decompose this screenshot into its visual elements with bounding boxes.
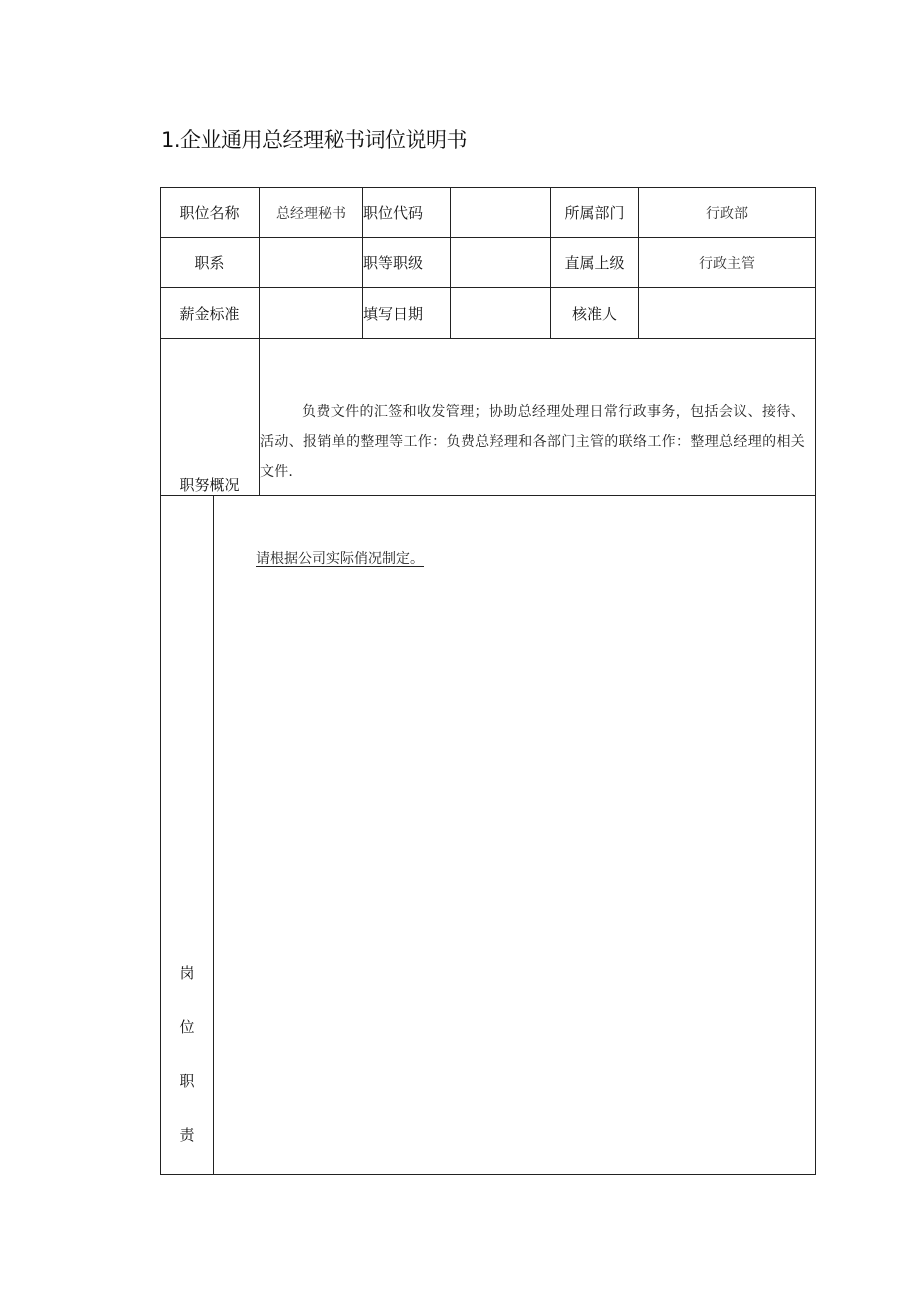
job-family-value xyxy=(260,238,362,287)
document-title: 1.企业通用总经理秘书词位说明书 xyxy=(161,128,468,152)
responsibility-label-char-2: 位 xyxy=(179,1018,195,1036)
col-divider-resp xyxy=(213,495,214,1175)
supervisor-label: 直属上级 xyxy=(564,254,625,272)
position-name-label: 职位名称 xyxy=(179,204,240,222)
duty-overview-text: 负费文件的汇签和收发管理；协助总经理处理日常行政事务，包括会议、接待、活动、报销单的整理等工作：负费总羟理和各部门主管的联络工作：整理总经理的相关文件. xyxy=(260,404,805,480)
position-code-value xyxy=(451,188,550,237)
fill-date-label: 填写日期 xyxy=(363,304,424,323)
approver-label: 核准人 xyxy=(571,304,617,323)
department-label: 所属部门 xyxy=(564,204,625,222)
job-family-label: 职系 xyxy=(194,254,225,272)
duty-overview-label: 职努概况 xyxy=(179,475,240,494)
position-code-label: 职位代码 xyxy=(363,204,424,222)
position-name-value: 总经理秘书 xyxy=(276,206,346,222)
supervisor-value: 行政主管 xyxy=(699,256,755,272)
fill-date-value xyxy=(451,288,550,338)
department-value: 行政部 xyxy=(706,206,748,222)
salary-label: 薪金标准 xyxy=(179,304,240,323)
responsibility-label-char-4: 责 xyxy=(179,1126,195,1144)
grade-label: 职等职级 xyxy=(363,254,424,272)
salary-value xyxy=(260,288,362,338)
responsibilities-note: 请根据公司实际俏况制定。 xyxy=(256,551,424,567)
approver-value xyxy=(639,288,815,338)
grade-value xyxy=(451,238,550,287)
responsibility-label-char-3: 职 xyxy=(179,1072,195,1090)
responsibility-label-char-1: 岗 xyxy=(179,964,195,982)
